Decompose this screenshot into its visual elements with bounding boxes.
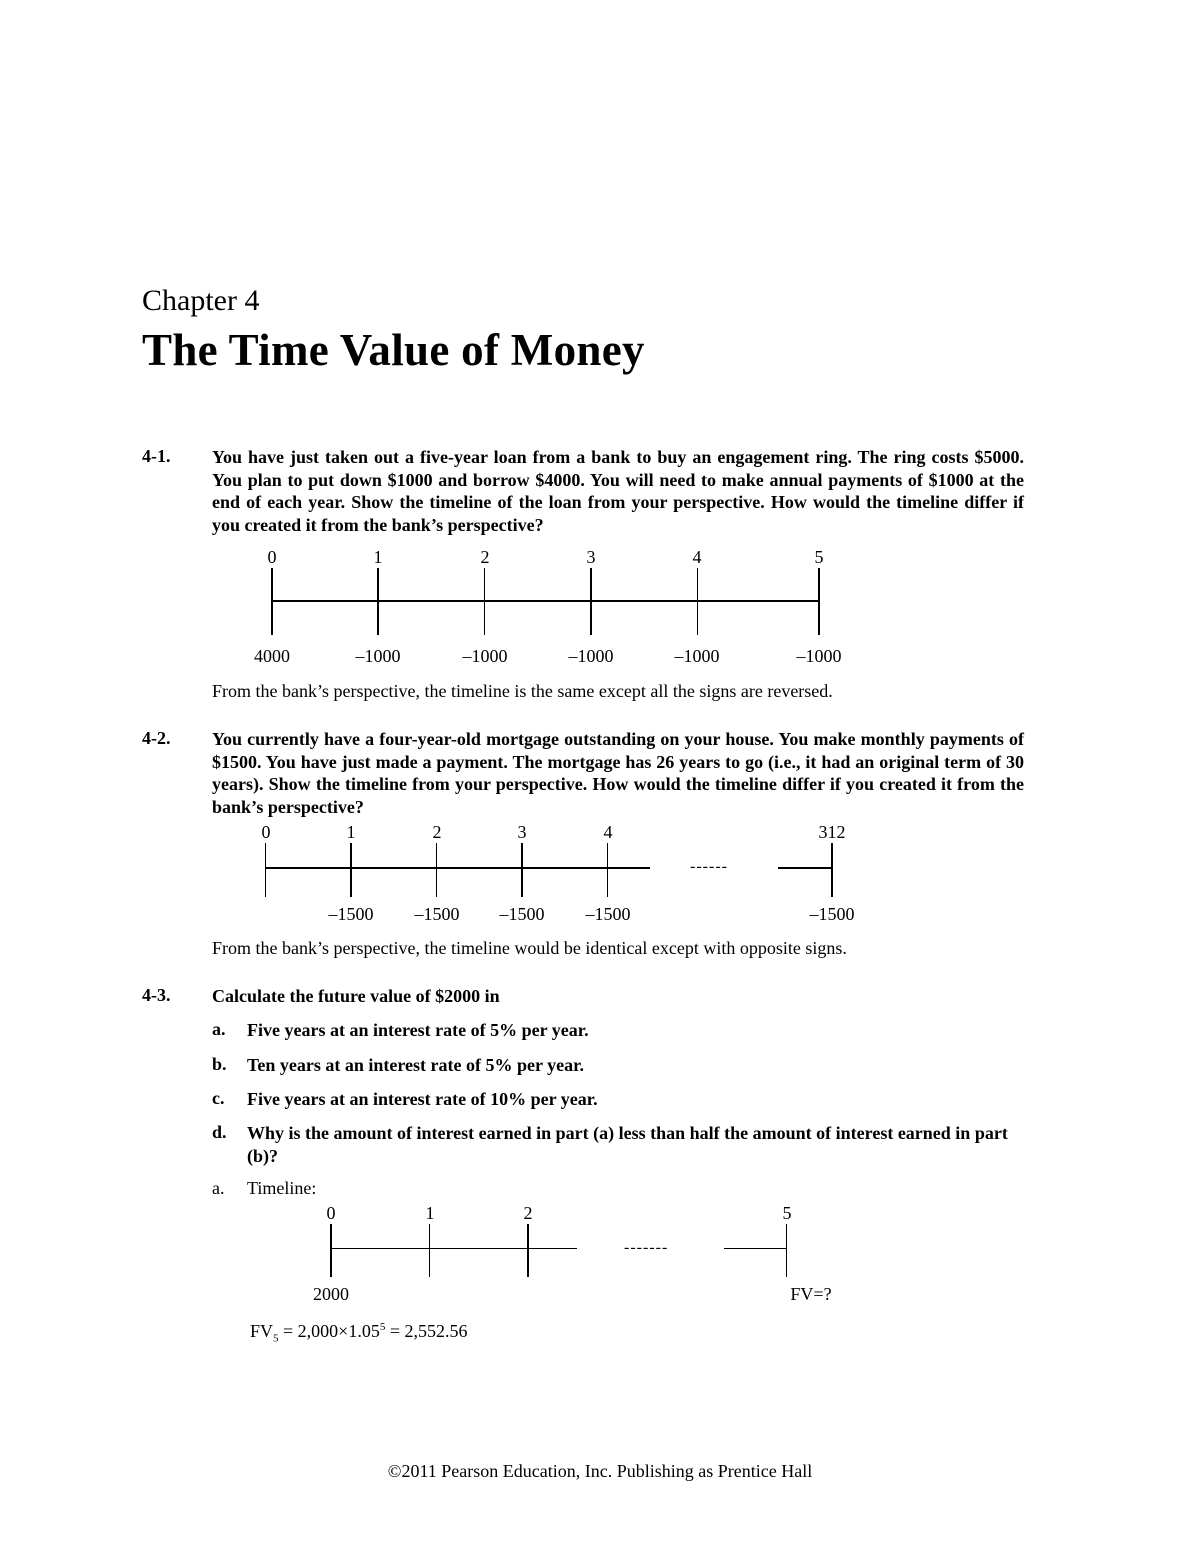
timeline-tick — [484, 568, 485, 635]
period-label: 0 — [326, 1203, 336, 1223]
formula-lhs: FV — [250, 1321, 274, 1341]
formula-result: = 2,552.56 — [385, 1321, 468, 1341]
formula-exponent: 5 — [379, 1321, 386, 1333]
formula-expression: = 2,000×1.05 — [278, 1321, 380, 1341]
period-label: 1 — [373, 547, 383, 567]
timeline-ellipsis: ------ — [690, 858, 728, 875]
period-label: 0 — [267, 547, 277, 567]
problem-number: 4-1. — [142, 446, 171, 466]
cashflow-label: –1000 — [568, 646, 614, 666]
timeline-tick — [831, 843, 833, 897]
cashflow-label: –1500 — [414, 904, 460, 924]
period-label: 2 — [523, 1203, 533, 1223]
end-value: FV=? — [790, 1284, 832, 1304]
solution-label: a. — [212, 1178, 225, 1198]
answer-text: From the bank’s perspective, the timeline is the same except all the signs are reversed. — [212, 681, 833, 701]
cashflow-label: –1500 — [585, 904, 631, 924]
part-text: Five years at an interest rate of 5% per year. — [247, 1020, 589, 1040]
timeline-tick — [590, 568, 592, 635]
cashflow-label: –1000 — [796, 646, 842, 666]
timeline-tick — [350, 843, 352, 897]
cashflow-label: –1000 — [674, 646, 720, 666]
period-label: 3 — [517, 822, 527, 842]
period-label: 2 — [432, 822, 442, 842]
timeline-axis — [272, 600, 820, 602]
page-title: The Time Value of Money — [142, 325, 645, 375]
period-label: 4 — [603, 822, 613, 842]
timeline-tick — [527, 1224, 529, 1277]
timeline-tick — [265, 843, 266, 897]
answer-text: From the bank’s perspective, the timeline would be identical except with opposite signs. — [212, 938, 847, 958]
part-label: a. — [212, 1019, 226, 1039]
period-label: 0 — [261, 822, 271, 842]
timeline-axis — [724, 1248, 787, 1249]
timeline-tick — [330, 1224, 332, 1277]
copyright-footer: ©2011 Pearson Education, Inc. Publishing as Prentice Hall — [387, 1461, 813, 1481]
cashflow-label: –1500 — [809, 904, 855, 924]
timeline-tick — [377, 568, 379, 635]
period-label: 5 — [814, 547, 824, 567]
start-value: 2000 — [313, 1284, 349, 1304]
timeline-tick — [429, 1224, 430, 1277]
cashflow-label: –1000 — [355, 646, 401, 666]
cashflow-label: –1500 — [499, 904, 545, 924]
part-text: Five years at an interest rate of 10% per year. — [247, 1089, 598, 1109]
problem-number: 4-3. — [142, 985, 171, 1005]
part-label: b. — [212, 1054, 227, 1074]
problem-text: You currently have a four-year-old mortgage outstanding on your house. You make monthly payments of $1500. You have just made a payment. The mortgage has 26 years to go (i.e., it had an original term of 30 years). Show the timeline from your perspective. How would the timeline differ if you created it from the bank’s perspective? — [212, 729, 1024, 817]
cashflow-label: 4000 — [254, 646, 290, 666]
cashflow-label: –1500 — [328, 904, 374, 924]
timeline-tick — [271, 568, 273, 635]
period-label: 2 — [480, 547, 490, 567]
timeline-tick — [607, 843, 608, 897]
problem-number: 4-2. — [142, 728, 171, 748]
timeline-tick — [436, 843, 437, 897]
problem-text: You have just taken out a five-year loan from a bank to buy an engagement ring. The ring costs $5000. You plan to put down $1000 and borrow $4000. You will need to make annual payments of $1000 at the end of each year. Show the timeline of the loan from your perspective. How would the timeline differ if you created it from the bank’s perspective? — [212, 447, 1024, 535]
period-label: 1 — [425, 1203, 435, 1223]
timeline-ellipsis: ------- — [624, 1239, 669, 1256]
period-label: 4 — [692, 547, 702, 567]
timeline-tick — [818, 568, 820, 635]
part-text: Why is the amount of interest earned in part (a) less than half the amount of interest earned in part (b)? — [247, 1123, 1008, 1166]
period-label: 3 — [586, 547, 596, 567]
timeline-tick — [786, 1224, 787, 1277]
cashflow-label: –1000 — [462, 646, 508, 666]
part-label: d. — [212, 1122, 227, 1142]
part-text: Ten years at an interest rate of 5% per year. — [247, 1055, 584, 1075]
timeline-axis — [331, 1248, 577, 1249]
problem-text: Calculate the future value of $2000 in — [212, 986, 500, 1006]
period-label: 1 — [346, 822, 356, 842]
period-label: 5 — [782, 1203, 792, 1223]
chapter-label: Chapter 4 — [142, 284, 260, 317]
timeline-axis — [266, 867, 650, 869]
timeline-tick — [521, 843, 523, 897]
part-label: c. — [212, 1088, 225, 1108]
timeline-tick — [697, 568, 698, 635]
timeline-axis — [778, 867, 833, 869]
fv-formula — [250, 1321, 467, 1345]
period-label: 312 — [818, 822, 846, 842]
formula-subscript: 5 — [273, 1332, 279, 1345]
solution-heading: Timeline: — [247, 1178, 317, 1198]
